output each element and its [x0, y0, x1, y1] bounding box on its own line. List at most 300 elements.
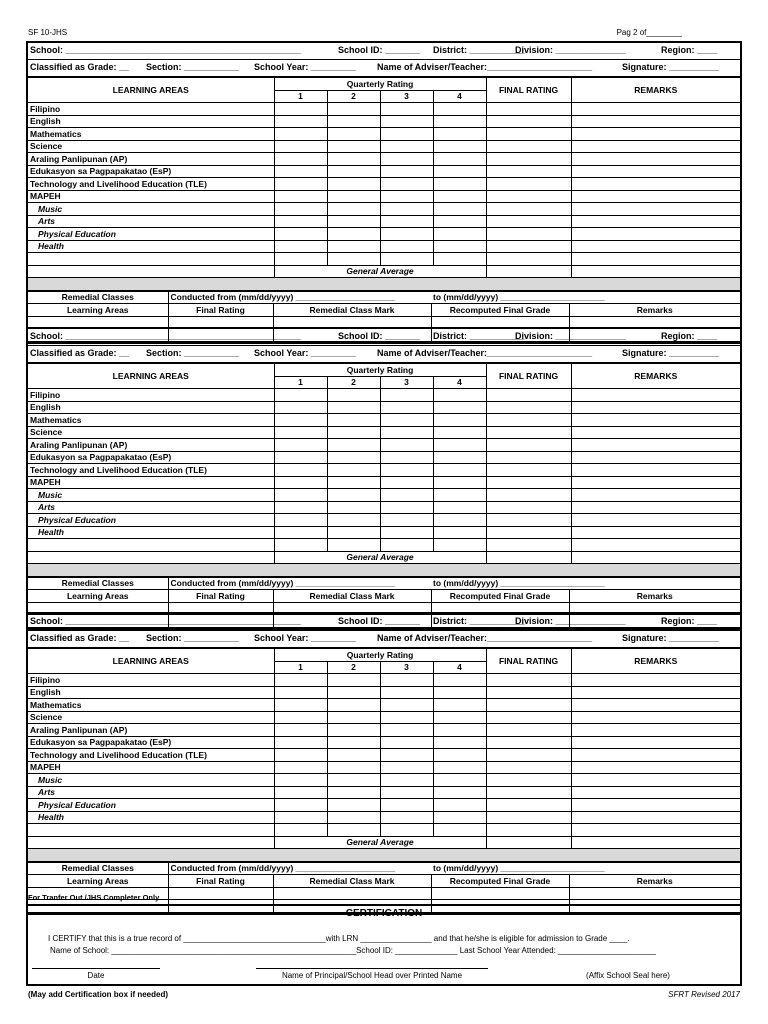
- school-field[interactable]: School: _______________________________________________: [30, 331, 301, 341]
- grade-cell[interactable]: [380, 489, 433, 502]
- remarks-cell[interactable]: [571, 389, 740, 402]
- grade-cell[interactable]: [327, 811, 380, 824]
- grade-cell[interactable]: [274, 451, 327, 464]
- grade-cell[interactable]: [274, 811, 327, 824]
- grade-cell[interactable]: [380, 128, 433, 141]
- subject-name: English: [28, 401, 274, 414]
- remarks-cell[interactable]: [571, 165, 740, 178]
- grade-cell[interactable]: [327, 514, 380, 527]
- signature-field[interactable]: Signature: __________: [622, 633, 720, 643]
- grade-cell[interactable]: [380, 774, 433, 787]
- grade-cell[interactable]: [327, 414, 380, 427]
- grade-cell[interactable]: [274, 489, 327, 502]
- grade-cell[interactable]: [327, 476, 380, 489]
- grade-cell[interactable]: [380, 165, 433, 178]
- grade-cell[interactable]: [274, 228, 327, 241]
- grade-cell[interactable]: [274, 686, 327, 699]
- grade-cell[interactable]: [380, 178, 433, 191]
- quarter-header: 3: [380, 661, 433, 674]
- footer-right: SFRT Revised 2017: [668, 990, 740, 999]
- grade-cell[interactable]: [327, 215, 380, 228]
- final-rating-cell[interactable]: [486, 203, 571, 216]
- remarks-cell[interactable]: [571, 451, 740, 464]
- grade-cell[interactable]: [433, 128, 486, 141]
- district-field[interactable]: District: ___________: [433, 45, 525, 55]
- signature-field[interactable]: Signature: __________: [622, 348, 720, 358]
- remarks-cell[interactable]: [571, 514, 740, 527]
- grade-cell[interactable]: [327, 401, 380, 414]
- subject-name: Science: [28, 711, 274, 724]
- grade-cell[interactable]: [274, 736, 327, 749]
- final-rating-cell[interactable]: [486, 115, 571, 128]
- final-rating-cell[interactable]: [486, 128, 571, 141]
- district-field[interactable]: District: ___________: [433, 616, 525, 626]
- grades-table: [28, 648, 740, 862]
- remarks-cell[interactable]: [571, 724, 740, 737]
- school-id-field[interactable]: School ID: _______: [338, 331, 421, 341]
- grade-cell[interactable]: [433, 736, 486, 749]
- remarks-cell[interactable]: [571, 811, 740, 824]
- grade-cell[interactable]: [433, 414, 486, 427]
- final-rating-cell[interactable]: [486, 451, 571, 464]
- grade-cell[interactable]: [433, 426, 486, 439]
- grade-cell[interactable]: [274, 115, 327, 128]
- subject-row: [28, 674, 740, 687]
- grade-cell[interactable]: [274, 724, 327, 737]
- final-rating-cell[interactable]: [486, 799, 571, 812]
- final-rating-cell[interactable]: [486, 228, 571, 241]
- remarks-cell[interactable]: [571, 699, 740, 712]
- grade-cell[interactable]: [380, 389, 433, 402]
- grade-cell[interactable]: [433, 786, 486, 799]
- grade-cell[interactable]: [327, 128, 380, 141]
- grade-cell[interactable]: [327, 724, 380, 737]
- grade-cell[interactable]: [433, 153, 486, 166]
- principal-signature-line: [256, 968, 488, 980]
- grade-cell[interactable]: [433, 190, 486, 203]
- grade-cell[interactable]: [274, 426, 327, 439]
- grade-cell[interactable]: [327, 736, 380, 749]
- signature-field[interactable]: Signature: __________: [622, 62, 720, 72]
- general-average-label: General Average: [274, 551, 486, 564]
- subject-name: Technology and Livelihood Education (TLE): [28, 749, 274, 762]
- remedial-col-header: Recomputed Final Grade: [431, 875, 569, 888]
- final-rating-cell[interactable]: [486, 724, 571, 737]
- final-rating-cell[interactable]: [486, 464, 571, 477]
- grade-cell[interactable]: [274, 476, 327, 489]
- school-year-field[interactable]: School Year: _________: [254, 62, 356, 72]
- grade-cell[interactable]: [380, 799, 433, 812]
- grade-cell[interactable]: [274, 215, 327, 228]
- grade-cell[interactable]: [380, 103, 433, 116]
- remedial-cell[interactable]: [569, 887, 740, 900]
- grade-cell[interactable]: [380, 203, 433, 216]
- final-rating-header: FINAL RATING: [486, 78, 571, 103]
- subject-row: [28, 140, 740, 153]
- subject-name: English: [28, 686, 274, 699]
- final-rating-cell[interactable]: [486, 103, 571, 116]
- grade-cell[interactable]: [327, 439, 380, 452]
- grade-cell[interactable]: [433, 178, 486, 191]
- final-rating-cell[interactable]: [486, 811, 571, 824]
- subject-name: Arts: [28, 215, 274, 228]
- grade-cell[interactable]: [380, 115, 433, 128]
- subject-row: [28, 811, 740, 824]
- division-field[interactable]: Division: ______________: [515, 331, 626, 341]
- grade-cell[interactable]: [274, 439, 327, 452]
- subject-row: [28, 451, 740, 464]
- division-field[interactable]: Division: ______________: [515, 45, 626, 55]
- grade-cell[interactable]: [327, 178, 380, 191]
- remarks-cell[interactable]: [571, 115, 740, 128]
- grade-cell[interactable]: [327, 489, 380, 502]
- grade-cell[interactable]: [327, 103, 380, 116]
- grade-cell[interactable]: [327, 774, 380, 787]
- grade-cell[interactable]: [274, 165, 327, 178]
- grade-cell[interactable]: [327, 526, 380, 539]
- subject-row: [28, 414, 740, 427]
- final-rating-cell[interactable]: [486, 401, 571, 414]
- grade-cell[interactable]: [327, 451, 380, 464]
- remarks-cell[interactable]: [571, 439, 740, 452]
- final-rating-cell[interactable]: [486, 426, 571, 439]
- grade-cell[interactable]: [327, 389, 380, 402]
- remarks-cell[interactable]: [571, 240, 740, 253]
- grade-cell[interactable]: [380, 724, 433, 737]
- school-id-field[interactable]: School ID: _______: [338, 45, 421, 55]
- remarks-cell[interactable]: [571, 711, 740, 724]
- grade-cell[interactable]: [274, 514, 327, 527]
- grade-cell[interactable]: [433, 401, 486, 414]
- grade-cell[interactable]: [433, 476, 486, 489]
- remedial-cell[interactable]: [431, 887, 569, 900]
- final-rating-cell[interactable]: [486, 414, 571, 427]
- grade-cell[interactable]: [274, 103, 327, 116]
- grade-cell[interactable]: [327, 140, 380, 153]
- grade-cell[interactable]: [433, 699, 486, 712]
- conducted-from-field[interactable]: Conducted from (mm/dd/yyyy) _____________________: [168, 577, 431, 590]
- remarks-cell[interactable]: [571, 799, 740, 812]
- grade-cell[interactable]: [274, 711, 327, 724]
- grade-cell[interactable]: [327, 799, 380, 812]
- grade-cell[interactable]: [433, 711, 486, 724]
- grade-cell[interactable]: [327, 165, 380, 178]
- grade-cell[interactable]: [327, 240, 380, 253]
- grade-cell[interactable]: [327, 153, 380, 166]
- subject-row: [28, 153, 740, 166]
- grade-cell[interactable]: [274, 774, 327, 787]
- grade-cell[interactable]: [327, 761, 380, 774]
- remarks-cell[interactable]: [571, 674, 740, 687]
- grade-cell[interactable]: [380, 526, 433, 539]
- subject-row: [28, 115, 740, 128]
- final-rating-cell[interactable]: [486, 190, 571, 203]
- grade-cell[interactable]: [327, 674, 380, 687]
- subject-name: Mathematics: [28, 699, 274, 712]
- grade-cell[interactable]: [380, 401, 433, 414]
- final-rating-cell[interactable]: [486, 711, 571, 724]
- grade-cell[interactable]: [433, 526, 486, 539]
- remarks-cell[interactable]: [571, 426, 740, 439]
- grade-cell[interactable]: [380, 686, 433, 699]
- remarks-cell[interactable]: [571, 749, 740, 762]
- grade-cell[interactable]: [433, 724, 486, 737]
- grade-cell[interactable]: [274, 761, 327, 774]
- grade-cell[interactable]: [380, 501, 433, 514]
- grades-table: [28, 77, 740, 291]
- final-rating-cell[interactable]: [486, 489, 571, 502]
- grade-cell[interactable]: [327, 203, 380, 216]
- final-rating-cell[interactable]: [486, 674, 571, 687]
- grade-cell[interactable]: [327, 464, 380, 477]
- remarks-cell[interactable]: [571, 215, 740, 228]
- grade-cell[interactable]: [380, 674, 433, 687]
- grade-cell[interactable]: [274, 190, 327, 203]
- grade-cell[interactable]: [380, 426, 433, 439]
- remarks-cell[interactable]: [571, 761, 740, 774]
- grade-cell[interactable]: [327, 501, 380, 514]
- final-rating-cell[interactable]: [486, 240, 571, 253]
- grade-cell[interactable]: [274, 153, 327, 166]
- subject-name: Filipino: [28, 389, 274, 402]
- grade-cell[interactable]: [433, 140, 486, 153]
- grade-cell[interactable]: [327, 426, 380, 439]
- remarks-cell[interactable]: [571, 401, 740, 414]
- subject-row: [28, 799, 740, 812]
- grade-cell[interactable]: [274, 389, 327, 402]
- grade-cell[interactable]: [274, 749, 327, 762]
- remarks-cell[interactable]: [571, 228, 740, 241]
- grade-cell[interactable]: [433, 674, 486, 687]
- grade-cell[interactable]: [380, 414, 433, 427]
- grade-cell[interactable]: [380, 140, 433, 153]
- school-year-field[interactable]: School Year: _________: [254, 348, 356, 358]
- grade-cell[interactable]: [380, 476, 433, 489]
- certification-line-1: I CERTIFY that this is a true record of ________________________________with LRN ________________ and that he/she is eligible for admission to Grade ____.: [48, 934, 630, 943]
- grade-cell[interactable]: [433, 489, 486, 502]
- grade-cell[interactable]: [433, 439, 486, 452]
- school-info-row: [28, 43, 740, 60]
- grade-field[interactable]: Classified as Grade: __: [30, 348, 130, 358]
- subject-row: [28, 439, 740, 452]
- final-rating-cell[interactable]: [486, 165, 571, 178]
- remarks-cell[interactable]: [571, 476, 740, 489]
- grade-cell[interactable]: [380, 749, 433, 762]
- final-rating-cell[interactable]: [486, 439, 571, 452]
- final-rating-cell[interactable]: [486, 761, 571, 774]
- division-field[interactable]: Division: ______________: [515, 616, 626, 626]
- remarks-cell[interactable]: [571, 203, 740, 216]
- grade-cell[interactable]: [380, 736, 433, 749]
- grade-cell[interactable]: [274, 203, 327, 216]
- remedial-cell[interactable]: [168, 887, 273, 900]
- general-average-cell[interactable]: [486, 265, 571, 278]
- remarks-cell[interactable]: [571, 153, 740, 166]
- grade-cell[interactable]: [274, 414, 327, 427]
- remarks-cell[interactable]: [571, 489, 740, 502]
- final-rating-cell[interactable]: [486, 178, 571, 191]
- grade-cell[interactable]: [433, 389, 486, 402]
- grade-cell[interactable]: [433, 686, 486, 699]
- remarks-cell[interactable]: [571, 140, 740, 153]
- final-rating-cell[interactable]: [486, 749, 571, 762]
- page-header: [28, 28, 740, 38]
- remarks-cell[interactable]: [571, 464, 740, 477]
- class-info-row: [28, 346, 740, 363]
- grade-cell[interactable]: [274, 240, 327, 253]
- grade-cell[interactable]: [327, 115, 380, 128]
- conducted-from-field[interactable]: Conducted from (mm/dd/yyyy) _____________________: [168, 862, 431, 875]
- grade-cell[interactable]: [433, 501, 486, 514]
- subject-row: [28, 203, 740, 216]
- remedial-col-header: Final Rating: [168, 590, 273, 603]
- final-rating-cell[interactable]: [486, 786, 571, 799]
- grade-cell[interactable]: [433, 761, 486, 774]
- final-rating-cell[interactable]: [486, 140, 571, 153]
- school-id-field[interactable]: School ID: _______: [338, 616, 421, 626]
- remarks-cell[interactable]: [571, 686, 740, 699]
- grades-table: [28, 363, 740, 577]
- quarter-header: 2: [327, 376, 380, 389]
- grade-cell[interactable]: [380, 439, 433, 452]
- final-rating-cell[interactable]: [486, 686, 571, 699]
- grade-cell[interactable]: [380, 711, 433, 724]
- final-rating-cell[interactable]: [486, 501, 571, 514]
- grade-cell[interactable]: [433, 203, 486, 216]
- final-rating-cell[interactable]: [486, 215, 571, 228]
- district-field[interactable]: District: ___________: [433, 331, 525, 341]
- conducted-from-field[interactable]: Conducted from (mm/dd/yyyy) _____________________: [168, 291, 431, 304]
- grade-cell[interactable]: [274, 178, 327, 191]
- remarks-cell[interactable]: [571, 774, 740, 787]
- remarks-cell[interactable]: [571, 501, 740, 514]
- grade-cell[interactable]: [380, 240, 433, 253]
- grade-cell[interactable]: [274, 526, 327, 539]
- conducted-to-field[interactable]: to (mm/dd/yyyy) ______________________: [431, 577, 740, 590]
- school-year-field[interactable]: School Year: _________: [254, 633, 356, 643]
- grade-cell[interactable]: [380, 514, 433, 527]
- grade-cell[interactable]: [433, 799, 486, 812]
- grade-cell[interactable]: [433, 514, 486, 527]
- grade-cell[interactable]: [433, 451, 486, 464]
- grade-cell[interactable]: [274, 799, 327, 812]
- grade-field[interactable]: Classified as Grade: __: [30, 62, 130, 72]
- grade-cell[interactable]: [433, 811, 486, 824]
- subject-name: Science: [28, 140, 274, 153]
- subject-row: [28, 724, 740, 737]
- grade-cell[interactable]: [433, 749, 486, 762]
- remarks-cell[interactable]: [571, 178, 740, 191]
- quarter-header: 3: [380, 376, 433, 389]
- remarks-cell[interactable]: [571, 190, 740, 203]
- grade-cell[interactable]: [327, 190, 380, 203]
- grade-cell[interactable]: [433, 103, 486, 116]
- region-field[interactable]: Region: ____: [661, 45, 718, 55]
- adviser-field[interactable]: Name of Adviser/Teacher:_____________________: [377, 348, 593, 358]
- adviser-field[interactable]: Name of Adviser/Teacher:_____________________: [377, 62, 593, 72]
- grade-cell[interactable]: [380, 811, 433, 824]
- grade-cell[interactable]: [380, 215, 433, 228]
- remarks-cell[interactable]: [571, 526, 740, 539]
- grade-cell[interactable]: [274, 464, 327, 477]
- final-rating-cell[interactable]: [486, 526, 571, 539]
- section-field[interactable]: Section: ___________: [146, 633, 240, 643]
- section-field[interactable]: Section: ___________: [146, 62, 240, 72]
- remarks-cell[interactable]: [571, 103, 740, 116]
- grade-cell[interactable]: [433, 215, 486, 228]
- grade-cell[interactable]: [433, 165, 486, 178]
- grade-cell[interactable]: [327, 228, 380, 241]
- region-field[interactable]: Region: ____: [661, 331, 718, 341]
- grade-cell[interactable]: [433, 115, 486, 128]
- grade-cell[interactable]: [274, 140, 327, 153]
- final-rating-cell[interactable]: [486, 699, 571, 712]
- general-average-cell[interactable]: [486, 551, 571, 564]
- subject-row: [28, 526, 740, 539]
- grade-cell[interactable]: [274, 128, 327, 141]
- grade-cell[interactable]: [380, 464, 433, 477]
- grade-cell[interactable]: [327, 786, 380, 799]
- grade-cell[interactable]: [274, 699, 327, 712]
- grade-cell[interactable]: [380, 153, 433, 166]
- general-average-cell[interactable]: [486, 836, 571, 849]
- grade-cell[interactable]: [433, 464, 486, 477]
- grade-cell[interactable]: [380, 699, 433, 712]
- grade-cell[interactable]: [274, 674, 327, 687]
- remarks-cell[interactable]: [571, 128, 740, 141]
- adviser-field[interactable]: Name of Adviser/Teacher:_____________________: [377, 633, 593, 643]
- grade-cell[interactable]: [433, 774, 486, 787]
- subject-name: Physical Education: [28, 799, 274, 812]
- section-field[interactable]: Section: ___________: [146, 348, 240, 358]
- subject-row: [28, 699, 740, 712]
- final-rating-cell[interactable]: [486, 774, 571, 787]
- final-rating-cell[interactable]: [486, 389, 571, 402]
- grade-cell[interactable]: [327, 699, 380, 712]
- grade-cell[interactable]: [380, 786, 433, 799]
- remarks-cell[interactable]: [571, 736, 740, 749]
- grade-cell[interactable]: [433, 240, 486, 253]
- grade-cell[interactable]: [433, 228, 486, 241]
- final-rating-cell[interactable]: [486, 476, 571, 489]
- grade-cell[interactable]: [380, 228, 433, 241]
- grade-cell[interactable]: [327, 711, 380, 724]
- final-rating-cell[interactable]: [486, 736, 571, 749]
- remarks-cell[interactable]: [571, 786, 740, 799]
- grade-cell[interactable]: [380, 451, 433, 464]
- conducted-to-field[interactable]: to (mm/dd/yyyy) ______________________: [431, 862, 740, 875]
- grade-cell[interactable]: [327, 749, 380, 762]
- remedial-cell[interactable]: [273, 887, 431, 900]
- remarks-header: REMARKS: [571, 364, 740, 389]
- grade-cell[interactable]: [274, 786, 327, 799]
- subject-name: Filipino: [28, 103, 274, 116]
- region-field[interactable]: Region: ____: [661, 616, 718, 626]
- remedial-title: Remedial Classes: [28, 291, 168, 304]
- conducted-to-field[interactable]: to (mm/dd/yyyy) ______________________: [431, 291, 740, 304]
- grade-cell[interactable]: [274, 401, 327, 414]
- final-rating-cell[interactable]: [486, 153, 571, 166]
- grade-cell[interactable]: [380, 190, 433, 203]
- school-field[interactable]: School: _______________________________________________: [30, 45, 301, 55]
- grade-cell[interactable]: [274, 501, 327, 514]
- grade-field[interactable]: Classified as Grade: __: [30, 633, 130, 643]
- grade-cell[interactable]: [327, 686, 380, 699]
- grade-cell[interactable]: [380, 761, 433, 774]
- final-rating-cell[interactable]: [486, 514, 571, 527]
- school-field[interactable]: School: _______________________________________________: [30, 616, 301, 626]
- remarks-cell[interactable]: [571, 414, 740, 427]
